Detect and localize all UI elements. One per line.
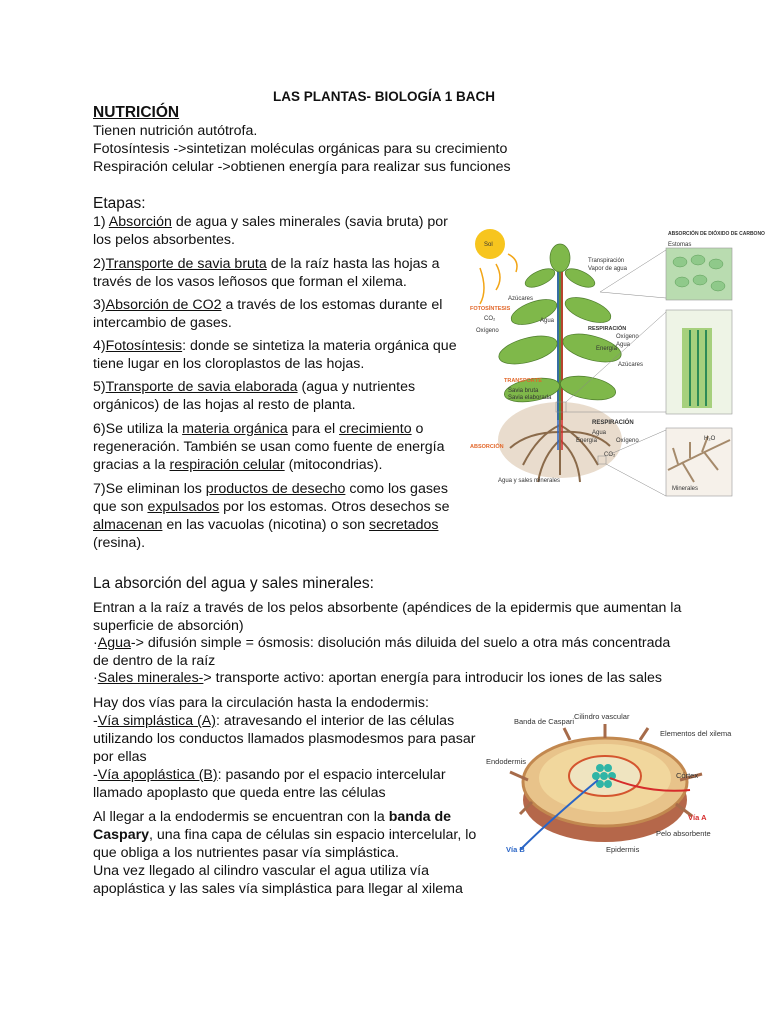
- etapa-text: (agua y nutrientes orgánicos) de las hojas al resto de planta.: [93, 379, 416, 413]
- heading-nutricion: NUTRICIÓN: [93, 104, 180, 121]
- etapa-key: materia orgánica: [182, 421, 288, 437]
- absorcion-sales: [93, 669, 693, 687]
- etapa-key: almacenan: [93, 517, 163, 533]
- label-banda: Banda de Caspari: [514, 717, 575, 726]
- page-title: LAS PLANTAS- BIOLOGÍA 1 BACH: [273, 89, 495, 104]
- etapa-text: de la raíz hasta las hojas a través de los vasos leñosos que forman el xilema.: [93, 256, 440, 290]
- etapa-text: (mitocondrias).: [284, 457, 383, 473]
- absorcion-text: -> difusión simple = ósmosis: disolución más diluida del suelo a otra más concentrada de dentro de la raíz: [93, 635, 671, 669]
- label-endodermis: Endodermis: [486, 757, 527, 766]
- label-estomas: Estomas: [668, 242, 692, 248]
- caspary: [93, 808, 483, 862]
- sun-ray: [508, 254, 517, 272]
- vias-intro: Hay dos vías para la circulación hasta la endodermis:: [93, 695, 429, 711]
- label-agua-2: Agua: [616, 342, 631, 348]
- label-co2: CO₂: [484, 316, 496, 322]
- label-transporte: TRANSPORTE: [504, 378, 542, 384]
- sun-ray: [496, 264, 500, 290]
- label-respiracion-root: RESPIRACIÓN: [592, 420, 634, 426]
- nutricion-line: Fotosíntesis ->sintetizan moléculas orgánicas para su crecimiento: [93, 141, 508, 157]
- etapa-key: Transporte de savia elaborada: [105, 379, 298, 395]
- etapa-7: [93, 480, 463, 552]
- label-via-b: Vía B: [506, 845, 525, 854]
- etapa-1: [93, 213, 463, 249]
- etapa-key: secretados: [369, 517, 439, 533]
- etapa-text: (resina).: [93, 535, 146, 551]
- etapa-key: Absorción: [108, 214, 172, 230]
- etapa-6: [93, 420, 463, 474]
- vias-block: [93, 694, 483, 898]
- etapa-text: 7)Se eliminan los: [93, 481, 206, 497]
- etapa-3: [93, 296, 463, 332]
- nutricion-lines: [93, 122, 573, 176]
- absorcion-key: Agua: [97, 635, 131, 651]
- absorcion-intro: Entran a la raíz a través de los pelos absorbente (apéndices de la epidermis que aumentan la superficie de absorción): [93, 600, 682, 634]
- bullet: ·: [93, 670, 98, 686]
- label-cilindro: Cilindro vascular: [574, 712, 630, 721]
- label-via-a: Vía A: [688, 813, 707, 822]
- label-savia-bruta: Savia bruta: [508, 388, 539, 394]
- via-key: Vía apoplástica (B): [97, 767, 218, 783]
- plant-nutrition-figure: [468, 220, 765, 498]
- etapa-4: [93, 337, 463, 373]
- etapa-key: crecimiento: [339, 421, 412, 437]
- label-cortex: Córtex: [676, 771, 699, 780]
- via-b: -Vía apoplástica (B): pasando por el espacio intercelular llamado apoplasto que queda entre las células: [93, 767, 446, 801]
- label-absorcion: ABSORCIÓN: [470, 444, 504, 450]
- label-azucares: Azúcares: [508, 296, 534, 302]
- caspary-text: Al llegar a la endodermis se encuentran con la: [93, 809, 389, 825]
- label-minerales: Minerales: [672, 486, 699, 492]
- via-text: : atravesando el interior de las células utilizando los conductos llamados plasmodesmos para pasar por ellas: [93, 713, 476, 765]
- label-fotosintesis: FOTOSÍNTESIS: [470, 306, 511, 312]
- label-energia: Energía: [596, 346, 618, 352]
- caspary-text: , una fina capa de células sin espacio intercelular, lo que obliga a los nutrientes pasar vía simplástica.: [93, 827, 477, 861]
- label-elementos: Elementos del xilema: [660, 729, 732, 738]
- etapa-5: [93, 378, 463, 414]
- label-oxigeno-root: Oxígeno: [616, 438, 639, 444]
- absorcion-agua: [93, 634, 683, 670]
- label-azucares-2: Azúcares: [618, 362, 644, 368]
- label-sol: Sol: [484, 242, 493, 248]
- etapa-text: de agua y sales minerales (savia bruta) por los pelos absorbentes.: [93, 214, 448, 248]
- etapa-key: Fotosíntesis: [105, 338, 183, 354]
- bullet: ·: [93, 635, 98, 651]
- etapa-text: 2): [93, 256, 106, 272]
- absorcion-final: Una vez llegado al cilindro vascular el agua utiliza vía apoplástica y las sales vía simplástica para llegar al xilema: [93, 863, 463, 897]
- label-transpiracion: Transpiración: [588, 258, 625, 264]
- label-oxigeno: Oxígeno: [476, 328, 499, 334]
- label-respiracion: RESPIRACIÓN: [588, 326, 627, 332]
- etapa-text: 5): [93, 379, 106, 395]
- etapa-key: Transporte de savia bruta: [105, 256, 267, 272]
- via-text: : pasando por el espacio intercelular llamado apoplasto que queda entre las células: [93, 767, 446, 801]
- etapa-text: por los estomas. Otros desechos se: [219, 499, 450, 515]
- nutricion-line: Tienen nutrición autótrofa.: [93, 123, 258, 139]
- etapa-text: 3): [93, 297, 106, 313]
- via-key: Vía simplástica (A): [97, 713, 216, 729]
- label-agua-root: Agua: [592, 430, 607, 436]
- via-a: -Vía simplástica (A): atravesando el interior de las células utilizando los conductos llamados plasmodesmos para pasar por ellas: [93, 713, 476, 765]
- etapa-text: a través de los estomas durante el intercambio de gases.: [93, 297, 443, 331]
- label-agua-sales: Agua y sales minerales: [498, 478, 561, 484]
- label-co2-root: CO₂: [604, 452, 616, 458]
- etapa-key: Absorción de CO2: [105, 297, 222, 313]
- heading-etapas: Etapas:: [93, 195, 146, 212]
- root-cross-section-figure: [480, 710, 742, 860]
- etapa-text: en las vacuolas (nicotina) o son: [162, 517, 370, 533]
- etapa-text: o regeneración. También se usan como fuente de energía gracias a la: [93, 421, 445, 473]
- nutricion-line: Respiración celular ->obtienen energía para realizar sus funciones: [93, 159, 511, 175]
- sun-ray: [480, 268, 484, 304]
- caspary-key: banda de Caspary: [93, 809, 452, 843]
- etapa-key: expulsados: [147, 499, 220, 515]
- etapa-text: 1): [93, 214, 109, 230]
- etapa-text: 4): [93, 338, 106, 354]
- label-vapor: Vapor de agua: [588, 266, 627, 272]
- etapa-text: para el: [287, 421, 340, 437]
- etapa-key: productos de desecho: [205, 481, 346, 497]
- etapa-text: como los gases que son: [93, 481, 448, 515]
- label-agua: Agua: [540, 318, 555, 324]
- absorcion-key: Sales minerales-: [97, 670, 204, 686]
- label-pelo: Pelo absorbente: [656, 829, 711, 838]
- absorcion-text: > transporte activo: aportan energía para introducir los iones de las sales: [203, 670, 663, 686]
- label-h2o: H₂O: [704, 436, 716, 442]
- label-epidermis: Epidermis: [606, 845, 640, 854]
- label-abs-co2: ABSORCIÓN DE DIÓXIDO DE CARBONO: [668, 231, 765, 237]
- label-savia-elaborada: Savia elaborada: [508, 395, 552, 401]
- heading-absorcion: La absorción del agua y sales minerales:: [93, 575, 374, 592]
- etapa-text: : donde se sintetiza la materia orgánica que tiene lugar en los cloroplastos de las hojas.: [93, 338, 457, 372]
- etapa-2: [93, 255, 463, 291]
- etapa-text: 6)Se utiliza la: [93, 421, 183, 437]
- label-oxigeno-2: Oxígeno: [616, 334, 639, 340]
- etapa-key: respiración celular: [169, 457, 285, 473]
- label-energia-root: Energía: [576, 438, 598, 444]
